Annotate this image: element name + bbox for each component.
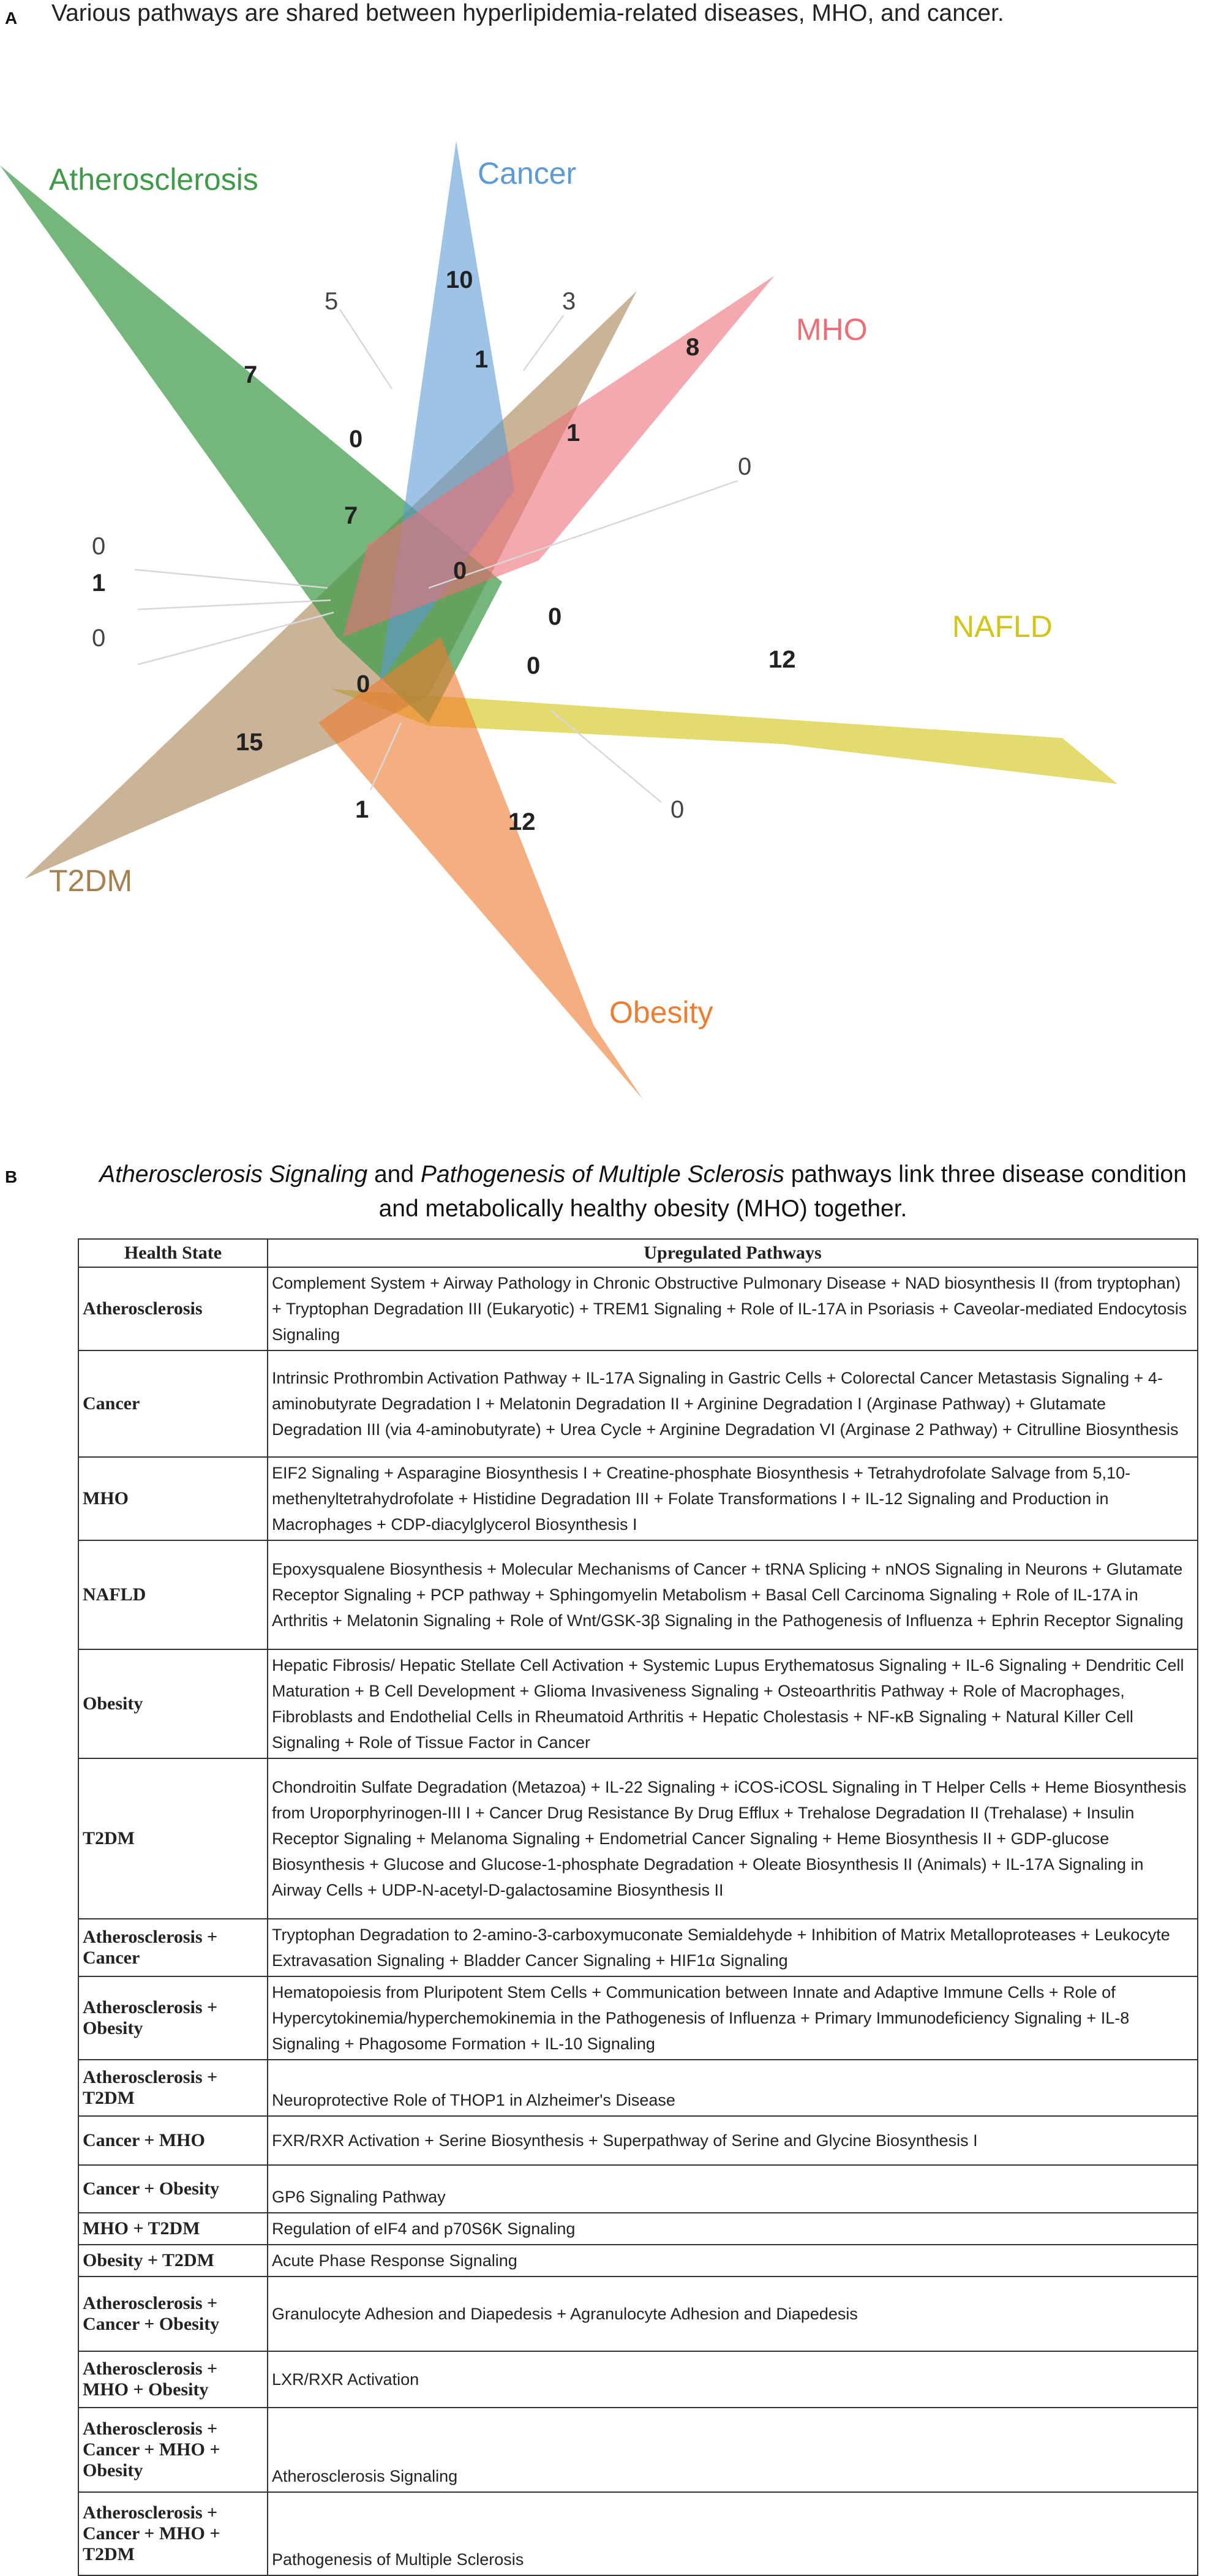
row-pathways: Tryptophan Degradation to 2-amino-3-carboxymuconate Semialdehyde + Inhibition of Matrix Metalloproteases + Leukocyte Extravasation Signaling + Bladder Cancer Signaling + HIF1α Signaling [268, 1919, 1198, 1976]
obesity-label: Obesity [609, 995, 713, 1030]
table-row [78, 1976, 1198, 2060]
title-italic-atherosclerosis-signaling: Atherosclerosis Signaling [99, 1161, 368, 1188]
count-0-left-top: 0 [92, 533, 106, 560]
count-5: 5 [325, 288, 339, 315]
table-row [78, 2116, 1198, 2165]
mho-shape [343, 276, 775, 637]
count-atherosclerosis-only: 7 [244, 361, 258, 388]
count-t2dm-only: 15 [236, 729, 263, 756]
table-row [78, 1649, 1198, 1758]
row-state: Atherosclerosis + Obesity [78, 1976, 268, 2060]
count-1-bottom: 1 [355, 796, 369, 823]
table-row [78, 1350, 1198, 1457]
mho-label: MHO [796, 312, 868, 347]
row-state: Cancer + Obesity [78, 2165, 268, 2213]
nafld-label: NAFLD [952, 609, 1053, 644]
count-0-upper: 0 [349, 426, 363, 453]
row-state: Obesity + T2DM [78, 2245, 268, 2277]
row-state: Atherosclerosis + MHO + Obesity [78, 2351, 268, 2408]
count-0-bottom-right: 0 [670, 796, 685, 823]
row-pathways: Hepatic Fibrosis/ Hepatic Stellate Cell Activation + Systemic Lupus Erythematosus Signaling + IL-6 Signaling + Dendritic Cell Maturation + B Cell Development + Glioma Invasiveness Signaling + Osteoarthritis Pathway + Role of Macrophages, Fibroblasts and Endothelial Cells in Rheumatoid Arthritis + Hepatic Cholestasis + NF-κB Signaling + Natural Killer Cell Signaling + Role of Tissue Factor in Cancer [268, 1649, 1198, 1758]
table-row [78, 2060, 1198, 2116]
panel-a [0, 0, 1232, 1121]
count-obesity-only: 12 [508, 808, 536, 835]
table-row [78, 2165, 1198, 2213]
table-row [78, 2213, 1198, 2245]
table-header-row [78, 1239, 1198, 1267]
count-0-lower-center: 0 [527, 652, 541, 679]
count-0-right-mid: 0 [548, 603, 562, 630]
row-pathways: GP6 Signaling Pathway [268, 2165, 1198, 2213]
row-state: Atherosclerosis [78, 1267, 268, 1350]
atherosclerosis-label: Atherosclerosis [49, 162, 258, 197]
count-1-mho: 1 [566, 420, 580, 446]
t2dm-label: T2DM [49, 864, 133, 898]
panel-b-title [61, 1158, 1225, 1226]
row-pathways: FXR/RXR Activation + Serine Biosynthesis + Superpathway of Serine and Glycine Biosynthesis I [268, 2116, 1198, 2165]
table-row [78, 1457, 1198, 1540]
row-pathways: Intrinsic Prothrombin Activation Pathway + IL-17A Signaling in Gastric Cells + Colorectal Cancer Metastasis Signaling + 4-aminobutyrate Degradation I + Melatonin Degradation II + Arginine Degradation I (Arginase Pathway) + Glutamate Degradation III (via 4-aminobutyrate) + Urea Cycle + Arginine Degradation VI (Arginase 2 Pathway) + Citrulline Biosynthesis [268, 1350, 1198, 1457]
row-pathways: LXR/RXR Activation [268, 2351, 1198, 2408]
title-rest: pathways link three disease condition [784, 1161, 1187, 1188]
venn-diagram [0, 104, 1232, 1121]
title-mid: and [367, 1161, 421, 1188]
panel-b-title-line-1 [99, 1161, 1187, 1188]
count-0-nafld-outer: 0 [738, 453, 752, 480]
row-state: MHO + T2DM [78, 2213, 268, 2245]
count-0-left-bottom: 0 [92, 625, 106, 652]
panel-b-title-line-2: and metabolically healthy obesity (MHO) together. [378, 1196, 907, 1222]
leader-line [138, 600, 331, 609]
row-pathways: EIF2 Signaling + Asparagine Biosynthesis I + Creatine-phosphate Biosynthesis + Tetrahydrofolate Salvage from 5,10-methenyltetrahydrofolate + Histidine Degradation III + Folate Transformations I + IL-12 Signaling and Production in Macrophages + CDP-diacylglycerol Biosynthesis I [268, 1457, 1198, 1540]
row-pathways: Atherosclerosis Signaling [268, 2408, 1198, 2492]
row-state: NAFLD [78, 1540, 268, 1649]
count-nafld-only: 12 [768, 646, 796, 673]
count-3: 3 [562, 288, 576, 315]
row-pathways: Complement System + Airway Pathology in Chronic Obstructive Pulmonary Disease + NAD biosynthesis II (from tryptophan) + Tryptophan Degradation III (Eukaryotic) + TREM1 Signaling + Role of IL-17A in Psoriasis + Caveolar-mediated Endocytosis Signaling [268, 1267, 1198, 1350]
row-pathways: Chondroitin Sulfate Degradation (Metazoa) + IL-22 Signaling + iCOS-iCOSL Signaling in T Helper Cells + Heme Biosynthesis from Uroporphyrinogen-III I + Cancer Drug Resistance By Drug Efflux + Trehalose Degradation II (Trehalase) + Insulin Receptor Signaling + Melanoma Signaling + Endometrial Cancer Signaling + Heme Biosynthesis II + GDP-glucose Biosynthesis + Glucose and Glucose-1-phosphate Degradation + Oleate Biosynthesis II (Animals) + IL-17A Signaling in Airway Cells + UDP-N-acetyl-D-galactosamine Biosynthesis II [268, 1758, 1198, 1919]
row-pathways: Granulocyte Adhesion and Diapedesis + Agranulocyte Adhesion and Diapedesis [268, 2277, 1198, 2351]
title-italic-multiple-sclerosis: Pathogenesis of Multiple Sclerosis [420, 1161, 784, 1188]
row-state: Atherosclerosis + Cancer [78, 1919, 268, 1976]
row-state: MHO [78, 1457, 268, 1540]
row-pathways: Regulation of eIF4 and p70S6K Signaling [268, 2213, 1198, 2245]
header-upregulated-pathways: Upregulated Pathways [268, 1239, 1198, 1267]
row-state: Atherosclerosis + Cancer + MHO + T2DM [78, 2492, 268, 2575]
row-state: Atherosclerosis + Cancer + MHO + Obesity [78, 2408, 268, 2492]
table-row [78, 2408, 1198, 2492]
table-row [78, 1540, 1198, 1649]
row-state: Cancer + MHO [78, 2116, 268, 2165]
pathways-table [78, 1238, 1198, 2576]
row-pathways: Hematopoiesis from Pluripotent Stem Cells + Communication between Innate and Adaptive Immune Cells + Role of Hypercytokinemia/hyperchemokinemia in the Pathogenesis of Influenza + Primary Immunodeficiency Signaling + IL-8 Signaling + Phagosome Formation + IL-10 Signaling [268, 1976, 1198, 2060]
panel-a-title: Various pathways are shared between hyperlipidemia-related diseases, MHO, and cancer. [51, 0, 1004, 26]
row-pathways: Neuroprotective Role of THOP1 in Alzheimer's Disease [268, 2060, 1198, 2116]
leader-line [524, 315, 563, 371]
table-row [78, 1267, 1198, 1350]
table-row [78, 2492, 1198, 2575]
panel-a-letter: A [5, 9, 18, 28]
row-pathways: Pathogenesis of Multiple Sclerosis [268, 2492, 1198, 2575]
leader-line [340, 309, 392, 389]
row-state: Cancer [78, 1350, 268, 1457]
row-state: T2DM [78, 1758, 268, 1919]
table-row [78, 2351, 1198, 2408]
table-row [78, 2277, 1198, 2351]
count-0-center: 0 [453, 557, 467, 584]
row-pathways: Acute Phase Response Signaling [268, 2245, 1198, 2277]
count-0-lower-left: 0 [356, 671, 370, 698]
table-row [78, 1919, 1198, 1976]
row-state: Obesity [78, 1649, 268, 1758]
header-health-state: Health State [78, 1239, 268, 1267]
count-1-left: 1 [92, 570, 106, 597]
table-row [78, 1758, 1198, 1919]
count-cancer-only: 10 [446, 266, 473, 293]
cancer-label: Cancer [478, 156, 577, 190]
count-7-left: 7 [344, 502, 358, 529]
table-row [78, 2245, 1198, 2277]
row-state: Atherosclerosis + T2DM [78, 2060, 268, 2116]
count-mho-only: 8 [686, 334, 700, 361]
row-state: Atherosclerosis + Cancer + Obesity [78, 2277, 268, 2351]
panel-b-letter: B [5, 1167, 18, 1186]
count-1-top: 1 [475, 346, 489, 373]
row-pathways: Epoxysqualene Biosynthesis + Molecular Mechanisms of Cancer + tRNA Splicing + nNOS Signaling in Neurons + Glutamate Receptor Signaling + PCP pathway + Sphingomyelin Metabolism + Basal Cell Carcinoma Signaling + Role of IL-17A in Arthritis + Melatonin Signaling + Role of Wnt/GSK-3β Signaling in the Pathogenesis of Influenza + Ephrin Receptor Signaling [268, 1540, 1198, 1649]
